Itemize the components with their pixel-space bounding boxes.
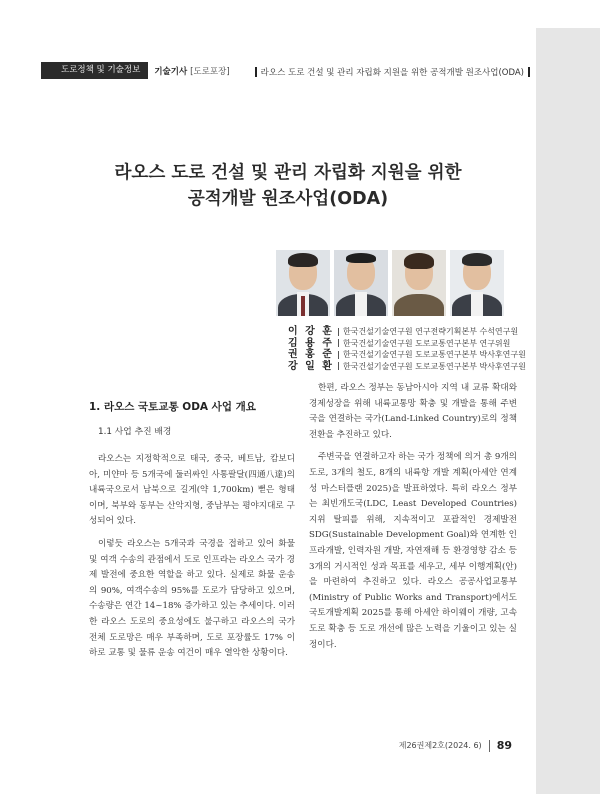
issue-info: 제26권제2호(2024. 6) [398,741,482,750]
side-margin-bar [536,28,600,794]
page-footer [399,739,512,752]
author-entry [288,338,526,350]
article-kind: 기술기사 [154,66,188,77]
author-affiliation: 한국건설기술연구원 도로교통연구본부 연구위원 [343,338,511,348]
section-header [41,62,230,79]
author-name: 김 용 주 [288,337,334,349]
subsection-heading: 1.1 사업 추진 배경 [98,427,172,437]
body-paragraph: 이렇듯 라오스는 5개국과 국경을 접하고 있어 화물 및 여객 수송의 관점에서 도로 인프라는 라오스 국가 경제 발전에 중요한 역할을 하고 있다. 실제로 화물 운송의 90%, 여객수송의 95%를 도로가 담당하고 있으며, 수송량은 연간 14~18% 증가하고 있는 추세이다. 이러한 라오스 도로의 중요성에도 불구하고 라오스의 국가 전체 도로망은 매우 부족하며, 도로 포장률도 17% 이하로 교통 및 물류 운송 여건이 매우 열악한 상황이다. [89,538,295,659]
running-title-text: 라오스 도로 건설 및 관리 자립화 지원을 위한 공적개발 원조사업(ODA) [260,68,524,78]
section-heading: 1. 라오스 국토교통 ODA 사업 개요 [89,401,256,413]
article-title-line2: 공적개발 원조사업(ODA) [187,189,389,209]
author-photo [392,250,446,316]
author-photo [450,250,504,316]
body-column-left [89,400,295,669]
author-affiliation: 한국건설기술연구원 도로교통연구본부 박사후연구원 [343,361,526,371]
body-column-right [309,381,517,660]
author-photos [276,250,504,316]
author-list [288,326,526,372]
body-paragraph: 주변국을 연결하고자 하는 국가 정책에 의거 총 9개의 도로, 3개의 철도, 8개의 내륙항 개발 계획(아세안 연계성 마스터플랜 2025)을 발표하였다. 특히 라오스 정부는 최빈개도국(LDC, Least Developed Countries) 지위 탈피를 위해, 지속적이고 포괄적인 경제발전 SDG(Sustainable Development Goal)와 연계한 인프라개발, 인력자원 개발, 자연재해 등 환경영향 감소 등 3개의 거시적인 성과 목표를 세우고, 세부 이행계획(안)을 마련하여 추진하고 있다. 라오스 공공사업교통부(Ministry of Public Works and Transport)에서도 국토개발계획 2025를 통해 아세안 하이웨이 개량, 고속도로 확충 등 도로 개선에 많은 노력을 기울이고 있는 실정이다. [309,452,517,650]
author-entry [288,361,526,373]
page-number: 89 [496,739,512,752]
author-affiliation: 한국건설기술연구원 도로교통연구본부 박사후연구원 [343,350,526,359]
author-affiliation: 한국건설기술연구원 연구전략기획본부 수석연구원 [343,327,519,336]
author-name: 권 홍 준 [288,349,334,360]
author-name: 강 일 환 [288,360,334,372]
author-entry [288,326,526,338]
category-label: 도로정책 및 기술정보 [41,62,148,79]
article-title-line1: 라오스 도로 건설 및 관리 자립화 지원을 위한 [114,163,462,183]
author-name: 이 강 훈 [288,326,334,337]
running-title [251,66,534,78]
article-title [40,160,536,212]
running-title-marker [255,67,257,77]
author-photo [334,250,388,316]
author-entry [288,349,526,361]
author-photo [276,250,330,316]
running-title-marker [528,67,530,77]
body-paragraph: 라오스는 지정학적으로 태국, 중국, 베트남, 캄보디아, 미얀마 등 5개국에 둘러싸인 사통팔달(四通八達)의 내륙국으로서 남북으로 길게(약 1,700km) 뻗은 형태이며, 북부와 동부는 산악지형, 중남부는 평야지대로 구성되어 있다. [89,454,295,527]
article-subkind: [도로포장] [190,66,230,77]
body-paragraph: 한편, 라오스 정부는 동남아시아 지역 내 교류 확대와 경제성장을 위해 내륙교통망 확충 및 개발을 통해 주변국을 연결하는 국가(Land-Linked Country)로의 정책전환을 추진하고 있다. [309,383,517,440]
